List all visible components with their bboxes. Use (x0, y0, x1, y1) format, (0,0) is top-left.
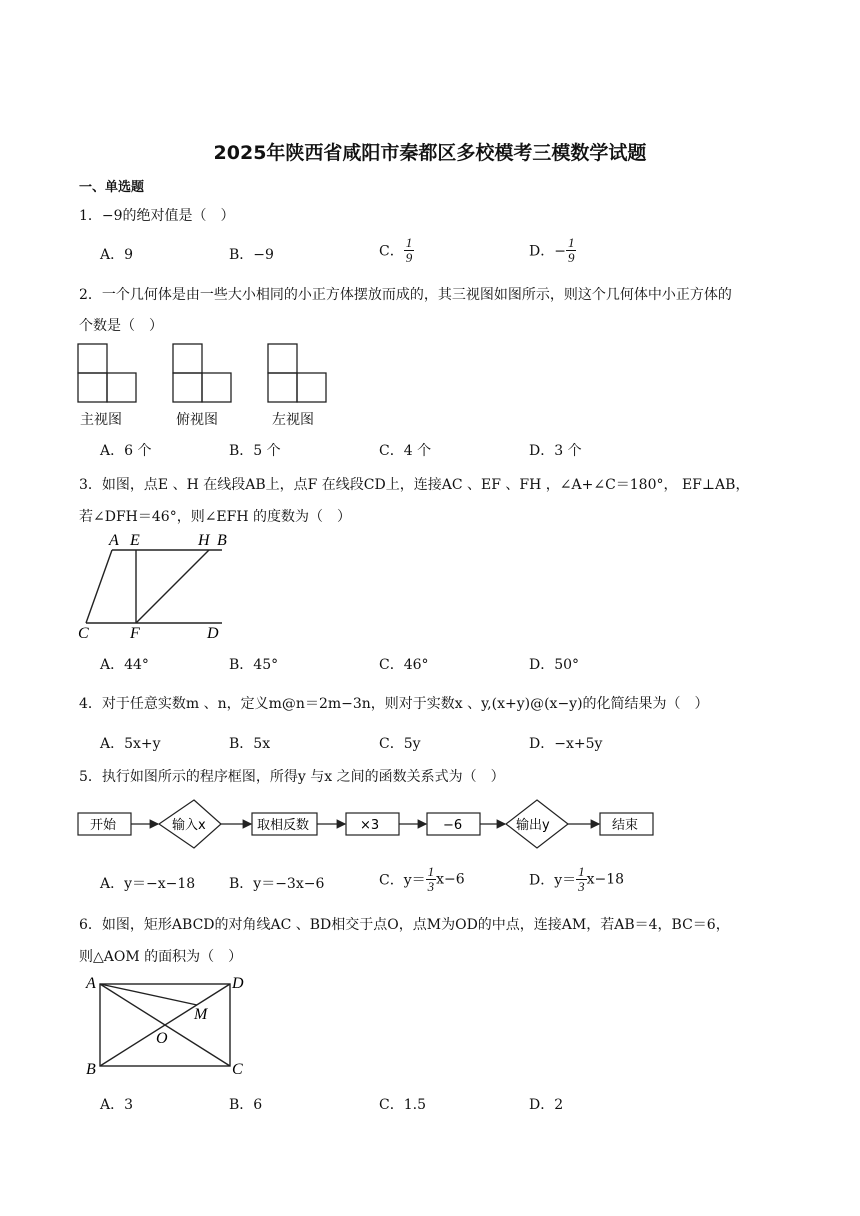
left-view-cell-bottom-left (268, 373, 297, 402)
q5-option-c-fraction: $\frac{1}{3}$ (427, 864, 435, 894)
question-6-stem-line2: 则△AOM 的面积为（ ） (79, 949, 243, 965)
q6-option-d[interactable]: D．2 (529, 1097, 564, 1113)
question-1-stem: 1．−9的绝对值是（ ） (79, 208, 235, 224)
q3-option-d[interactable]: D．50° (529, 657, 580, 673)
flow-output-label: 输出y (516, 818, 550, 833)
flow-times3-label: ×3 (360, 818, 380, 833)
q5-option-d-tail: x−18 (586, 871, 625, 888)
q1-option-a[interactable]: A．9 (100, 247, 134, 263)
segment-AM (100, 984, 197, 1005)
label-C: C (78, 625, 89, 642)
section-heading: 一、单选题 (79, 180, 145, 195)
top-view-cell-bottom-left (173, 373, 202, 402)
q5-option-d[interactable] (529, 865, 624, 894)
label-C: C (232, 1061, 243, 1078)
q2-option-c[interactable]: C．4 个 (379, 443, 432, 459)
flow-end-label: 结束 (612, 818, 639, 833)
question-6-stem-line1: 6．如图，矩形ABCD的对角线AC 、BD相交于点O，点M为OD的中点，连接AM，若AB＝4，BC＝6， (79, 917, 730, 933)
q6-option-a[interactable]: A．3 (100, 1097, 134, 1113)
label-F: F (130, 625, 140, 642)
q6-option-c[interactable]: C．1.5 (379, 1097, 426, 1113)
q2-option-a[interactable]: A．6 个 (100, 443, 152, 459)
q4-option-d[interactable]: D．−x+5y (529, 736, 603, 752)
segment-AC (86, 550, 112, 623)
q4-option-a[interactable]: A．5x+y (100, 736, 161, 752)
q6-rectangle-figure (76, 970, 256, 1080)
main-view-cell-bottom-left (78, 373, 107, 402)
flow-input-label: 输入x (172, 818, 206, 833)
q3-option-a[interactable]: A．44° (100, 657, 149, 673)
q5-option-a[interactable]: A．y＝−x−18 (100, 876, 196, 892)
label-O: O (156, 1030, 168, 1047)
segment-FH (136, 550, 209, 623)
q4-option-b[interactable]: B．5x (229, 736, 271, 752)
question-5-stem: 5．执行如图所示的程序框图，所得y 与x 之间的函数关系式为（ ） (79, 769, 505, 785)
label-B: B (217, 532, 227, 549)
question-3-stem-line2: 若∠DFH＝46°，则∠EFH 的度数为（ ） (79, 509, 352, 525)
question-4-stem: 4．对于任意实数m 、n，定义m@n＝2m−3n，则对于实数x 、y,(x+y)@(x−y)的化简结果为（ ） (79, 696, 709, 712)
label-E: E (130, 532, 140, 549)
q6-option-b[interactable]: B．6 (229, 1097, 263, 1113)
q1-option-c-fraction: $\frac{1}{9}$ (405, 235, 413, 265)
label-A: A (109, 532, 119, 549)
flow-start-label: 开始 (90, 818, 117, 833)
q1-option-d-fraction: $\frac{1}{9}$ (567, 235, 575, 265)
q1-option-c[interactable] (379, 236, 414, 265)
main-view-cell-top (78, 344, 107, 373)
q1-option-d[interactable] (529, 236, 576, 265)
left-view-cell-bottom-right (297, 373, 326, 402)
q2-option-b[interactable]: B．5 个 (229, 443, 281, 459)
q2-option-d[interactable]: D．3 个 (529, 443, 582, 459)
q4-option-c[interactable]: C．5y (379, 736, 421, 752)
label-A: A (86, 975, 96, 992)
q3-option-b[interactable]: B．45° (229, 657, 279, 673)
q5-option-b[interactable]: B．y＝−3x−6 (229, 876, 325, 892)
question-2-stem-line2: 个数是（ ） (79, 318, 163, 334)
top-view-cell-bottom-right (202, 373, 231, 402)
q5-option-c[interactable] (379, 865, 465, 894)
label-B: B (86, 1061, 96, 1078)
label-D: D (232, 975, 244, 992)
q3-geometry-figure (76, 530, 236, 644)
label-M: M (194, 1006, 208, 1023)
top-view-cell-top (173, 344, 202, 373)
label-D: D (207, 625, 219, 642)
q3-option-c[interactable]: C．46° (379, 657, 429, 673)
q1-option-b[interactable]: B．−9 (229, 247, 274, 263)
page-title: 2025年陕西省咸阳市秦都区多校模考三模数学试题 (213, 142, 647, 164)
flow-negate-label: 取相反数 (257, 818, 310, 833)
q5-option-d-fraction: $\frac{1}{3}$ (578, 864, 585, 894)
three-views-figure (76, 342, 336, 404)
q5-option-c-tail: x−6 (436, 871, 465, 888)
question-2-stem-line1: 2．一个几何体是由一些大小相同的小正方体摆放而成的，其三视图如图所示，则这个几何体中小正方体的 (79, 287, 732, 303)
q5-flowchart (76, 798, 670, 850)
view-caption-left: 左视图 (272, 412, 314, 428)
question-3-stem-line1: 3．如图，点E 、H 在线段AB上，点F 在线段CD上，连接AC 、EF 、FH ，∠A+∠C＝180°， EF⊥AB， (79, 477, 750, 493)
q1-option-d-label: D．− (529, 243, 566, 260)
view-caption-main: 主视图 (80, 412, 122, 428)
q5-option-d-label: D．y＝ (529, 872, 577, 889)
q1-option-c-label: C． (379, 243, 404, 260)
main-view-cell-bottom-right (107, 373, 136, 402)
q5-option-c-label: C．y＝ (379, 872, 426, 889)
label-H: H (198, 532, 210, 549)
left-view-cell-top (268, 344, 297, 373)
flow-minus6-label: −6 (443, 818, 463, 833)
view-caption-top: 俯视图 (176, 412, 218, 428)
